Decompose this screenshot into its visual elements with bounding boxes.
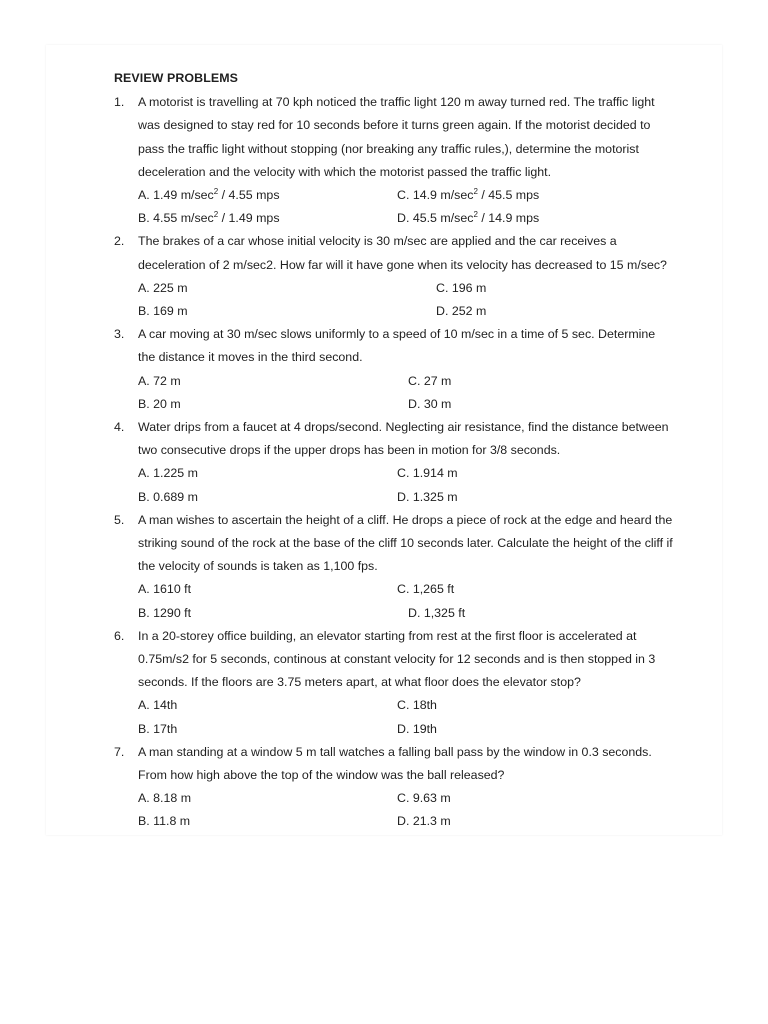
- choice-a: A. 225 m: [138, 280, 188, 295]
- problem-1: [114, 91, 674, 184]
- choice-c: C. 27 m: [408, 373, 452, 388]
- choice-row: [114, 486, 674, 509]
- choice-row: [114, 393, 674, 416]
- problem-4: [114, 416, 674, 462]
- problem-number: 1.: [114, 95, 125, 110]
- problem-number: 6.: [114, 628, 125, 643]
- choice-row: [114, 694, 674, 717]
- choice-row: [114, 207, 674, 230]
- choice-row: [114, 462, 674, 485]
- choice-c: C. 14.9 $m/\sec^2 / 45.5$ mps: [397, 187, 540, 203]
- problem-text: The brakes of a car whose initial velocity is 30 m/sec are applied and the car receives a deceleration of 2 m/sec2. How far will it have gone when its velocity has decreased to 15 m/sec?: [138, 234, 667, 272]
- choice-a: A. 8.18 m: [138, 791, 192, 806]
- choice-row: [114, 184, 674, 207]
- choice-a: A. 14th: [138, 698, 178, 713]
- problem-text: Water drips from a faucet at 4 drops/second. Neglecting air resistance, find the distance between two consecutive drops if the upper drops has been in motion for 3/8 seconds.: [138, 419, 669, 458]
- problem-number: 5.: [114, 512, 125, 527]
- choice-b: B. 4.55 $m/\sec^2 / 1.49$ mps: [138, 210, 280, 226]
- choice-a: A. 1.49 $m/\sec^2 / 4.55$ mps: [138, 187, 280, 203]
- problem-text: A motorist is travelling at 70 kph noticed the traffic light 120 m away turned red. The traffic light was designed to stay red for 10 seconds before it turns green again. If the motorist decided to pass the traffic light without stopping (nor breaking any traffic rules,), determine the motorist deceleration and the velocity with which the motorist passed the traffic light.: [138, 95, 655, 179]
- choice-row: [114, 370, 674, 393]
- choice-d: D. 1,325 ft: [408, 605, 466, 620]
- problem-text: A man standing at a window 5 m tall watches a falling ball pass by the window in 0.3 seconds. From how high above the top of the window was the ball released?: [138, 744, 652, 782]
- problem-3: [114, 323, 674, 369]
- choice-row: [114, 602, 674, 625]
- choice-row: [114, 787, 674, 810]
- page-title: REVIEW PROBLEMS: [114, 71, 239, 85]
- problem-number: 4.: [114, 419, 125, 434]
- choice-c: C. 18th: [397, 698, 437, 713]
- choice-b: B. 17th: [138, 721, 178, 736]
- choice-a: A. 1.225 m: [138, 466, 198, 481]
- choice-c: C. 1.914 m: [397, 466, 458, 481]
- problem-text: A car moving at 30 m/sec slows uniformly to a speed of 10 m/sec in a time of 5 sec. Determine the distance it moves in the third second.: [138, 327, 656, 365]
- choice-d: D. 1.325 m: [397, 489, 458, 504]
- problem-number: 3.: [114, 327, 125, 342]
- choice-row: [114, 718, 674, 741]
- choice-row: [114, 277, 674, 300]
- choice-d: D. 45.5 $m/\sec^2 / 14.9$ mps: [397, 210, 540, 226]
- problem-6: [114, 625, 674, 695]
- choice-c: C. 196 m: [436, 280, 487, 295]
- choice-c: C. 9.63 m: [397, 791, 451, 806]
- document-page: [46, 45, 722, 835]
- choice-b: B. 169 m: [138, 303, 188, 318]
- choice-b: B. 11.8 m: [138, 814, 191, 829]
- problem-2: [114, 230, 674, 276]
- choice-d: D. 19th: [397, 721, 437, 736]
- problem-text: A man wishes to ascertain the height of a cliff. He drops a piece of rock at the edge and heard the striking sound of the rock at the base of the cliff 10 seconds later. Calculate the height of the cliff if the velocity of sounds is taken as 1,100 fps.: [138, 512, 673, 574]
- choice-row: [114, 810, 674, 833]
- problem-number: 7.: [114, 744, 125, 759]
- page-content: [114, 67, 674, 833]
- problem-number: 2.: [114, 234, 125, 249]
- problem-7: [114, 741, 674, 787]
- choice-d: D. 30 m: [408, 396, 452, 411]
- choice-d: D. 21.3 m: [397, 814, 451, 829]
- choice-d: D. 252 m: [436, 303, 487, 318]
- choice-a: A. 72 m: [138, 373, 181, 388]
- choice-row: [114, 578, 674, 601]
- choice-b: B. 1290 ft: [138, 605, 192, 620]
- problem-5: [114, 509, 674, 579]
- choice-row: [114, 300, 674, 323]
- choice-a: A. 1610 ft: [138, 582, 192, 597]
- choice-b: B. 20 m: [138, 396, 181, 411]
- choice-b: B. 0.689 m: [138, 489, 198, 504]
- problem-text: In a 20-storey office building, an elevator starting from rest at the first floor is accelerated at 0.75m/s2 for 5 seconds, continous at constant velocity for 12 seconds and is then stopped in 3 seconds. If the floors are 3.75 meters apart, at what floor does the elevator stop?: [138, 628, 656, 690]
- choice-c: C. 1,265 ft: [397, 582, 455, 597]
